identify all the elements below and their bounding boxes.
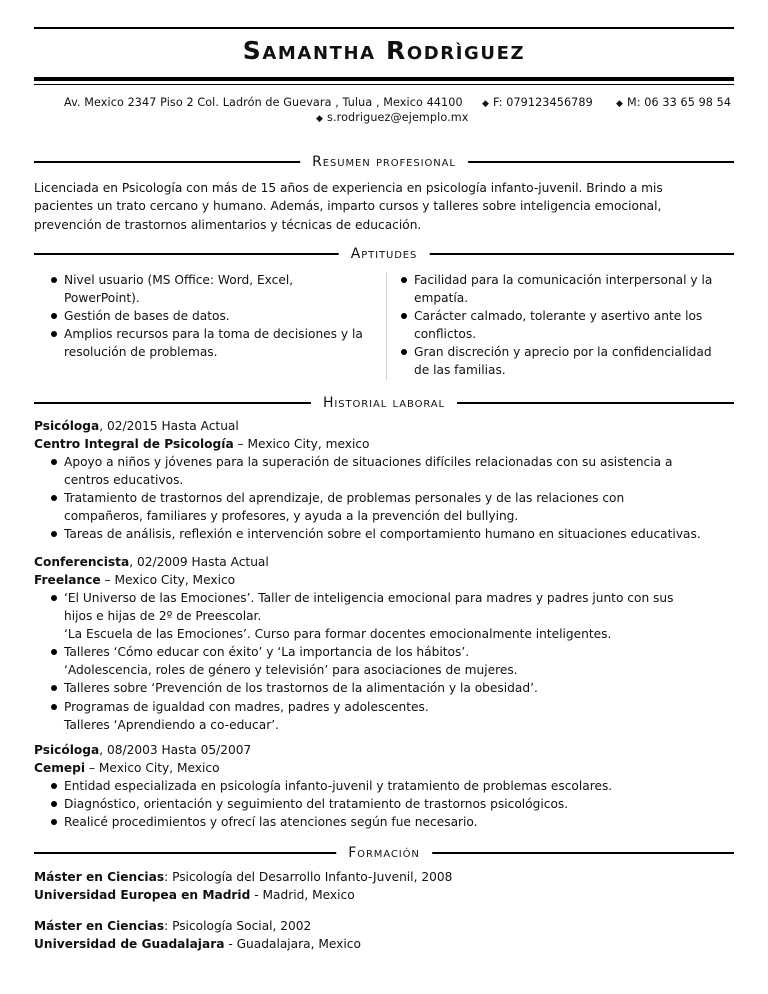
name-rule-thick — [34, 77, 734, 81]
degree-field: : Psicología Social, 2002 — [164, 919, 312, 933]
list-item: Talleres sobre ‘Prevención de los trastornos de la alimentación y la obesidad’. — [34, 679, 749, 697]
section-education-header — [34, 843, 734, 863]
job-role: Psicóloga — [34, 743, 100, 757]
name-rule-thin — [34, 84, 734, 85]
job-title-line — [34, 417, 239, 435]
list-item: Tratamiento de trastornos del aprendizaje, de problemas personales y de las relaciones con compañeros, familiares y profesores, y ayuda a la prevención del bullying. — [34, 489, 749, 525]
diamond-bullet-icon: ◆ — [316, 114, 324, 124]
section-title: Resumen profesional — [300, 152, 468, 172]
diamond-bullet-icon: ◆ — [616, 99, 624, 109]
job-location: – Mexico City, Mexico — [100, 573, 236, 587]
section-work-header — [34, 393, 734, 413]
summary-line: prevención de trastornos alimentarios y técnicas de educación. — [34, 217, 422, 232]
education-school-line — [34, 886, 355, 904]
education-degree-line — [34, 868, 452, 886]
job-location: – Mexico City, mexico — [233, 437, 370, 451]
job-dates: , 02/2009 Hasta Actual — [129, 555, 269, 569]
list-item: Talleres ‘Cómo educar con éxito’ y ‘La importancia de los hábitos’. ‘Adolescencia, roles de género y televisión’ para asociaciones de mujeres. — [34, 643, 749, 679]
skills-left-list — [34, 271, 384, 361]
skills-right-list — [384, 271, 734, 380]
contact-mobile — [616, 96, 731, 109]
list-item: Programas de igualdad con madres, padres y adolescentes. Talleres ‘Aprendiendo a co-educar’. — [34, 698, 749, 734]
top-rule — [34, 27, 734, 29]
mobile-text: M: 06 33 65 98 54 — [627, 96, 732, 109]
candidate-name: Samantha Rodrìguez — [242, 36, 526, 65]
education-degree-line — [34, 917, 311, 935]
school-place: - Madrid, Mexico — [250, 888, 355, 902]
job-role: Psicóloga — [34, 419, 100, 433]
job-company: Freelance — [34, 573, 101, 587]
list-item: ‘El Universo de las Emociones’. Taller de inteligencia emocional para madres y padres junto con sus hijos e hijas de 2º de Preescolar. ‘La Escuela de las Emociones’. Curso para formar docentes emocionalmente inteligentes. — [34, 589, 749, 643]
section-title: Formación — [336, 843, 432, 863]
degree-field: : Psicología del Desarrollo Infanto-Juvenil, 2008 — [164, 870, 453, 884]
job-company-line — [34, 759, 220, 777]
job-bullets — [34, 589, 749, 734]
section-skills-header — [34, 244, 734, 264]
summary-line: Licenciada en Psicología con más de 15 años de experiencia en psicología infanto-juvenil. Brindo a mis — [34, 181, 663, 195]
job-company-line — [34, 435, 370, 453]
job-role: Conferencista — [34, 555, 130, 569]
job-bullets — [34, 777, 749, 831]
degree-name: Máster en Ciencias — [34, 870, 165, 884]
list-item: Facilidad para la comunicación interpersonal y la empatía. — [384, 271, 734, 307]
job-dates: , 02/2015 Hasta Actual — [99, 419, 239, 433]
summary-text — [34, 179, 734, 234]
school-name: Universidad de Guadalajara — [34, 937, 225, 951]
job-company: Centro Integral de Psicología — [34, 437, 234, 451]
list-item: Carácter calmado, tolerante y asertivo ante los conflictos. — [384, 307, 734, 343]
list-item: Gestión de bases de datos. — [34, 307, 384, 325]
contact-email — [316, 111, 468, 124]
section-title: Historial laboral — [311, 393, 457, 413]
job-title-line — [34, 741, 251, 759]
job-title-line — [34, 553, 269, 571]
email-text: s.rodriguez@ejemplo.mx — [327, 111, 469, 124]
school-place: - Guadalajara, Mexico — [224, 937, 361, 951]
address-text: Av. Mexico 2347 Piso 2 Col. Ladrón de Guevara , Tulua , Mexico 44100 — [64, 96, 463, 109]
section-title: Aptitudes — [339, 244, 430, 264]
job-company-line — [34, 571, 235, 589]
list-item: Tareas de análisis, reflexión e intervención sobre el comportamiento humano en situaciones educativas. — [34, 525, 749, 543]
list-item: Amplios recursos para la toma de decisiones y la resolución de problemas. — [34, 325, 384, 361]
list-item: Nivel usuario (MS Office: Word, Excel, PowerPoint). — [34, 271, 384, 307]
job-company: Cemepi — [34, 761, 86, 775]
phone-text: F: 079123456789 — [493, 96, 593, 109]
list-item: Realicé procedimientos y ofrecí las atenciones según fue necesario. — [34, 813, 749, 831]
job-location: – Mexico City, Mexico — [85, 761, 220, 775]
list-item: Apoyo a niños y jóvenes para la superación de situaciones difíciles relacionadas con su asistencia a centros educativos. — [34, 453, 749, 489]
contact-phone — [482, 96, 593, 109]
list-item: Entidad especializada en psicología infanto-juvenil y tratamiento de problemas escolares. — [34, 777, 749, 795]
school-name: Universidad Europea en Madrid — [34, 888, 251, 902]
list-item: Gran discreción y aprecio por la confidencialidad de las familias. — [384, 343, 734, 379]
job-bullets — [34, 453, 749, 543]
degree-name: Máster en Ciencias — [34, 919, 165, 933]
diamond-bullet-icon: ◆ — [482, 99, 490, 109]
summary-line: pacientes un trato cercano y humano. Además, imparto cursos y talleres sobre inteligencia emocional, — [34, 199, 662, 214]
contact-address — [64, 96, 463, 109]
education-school-line — [34, 935, 361, 953]
section-summary-header — [34, 152, 734, 172]
job-dates: , 08/2003 Hasta 05/2007 — [99, 743, 252, 757]
list-item: Diagnóstico, orientación y seguimiento del tratamiento de trastornos psicológicos. — [34, 795, 749, 813]
